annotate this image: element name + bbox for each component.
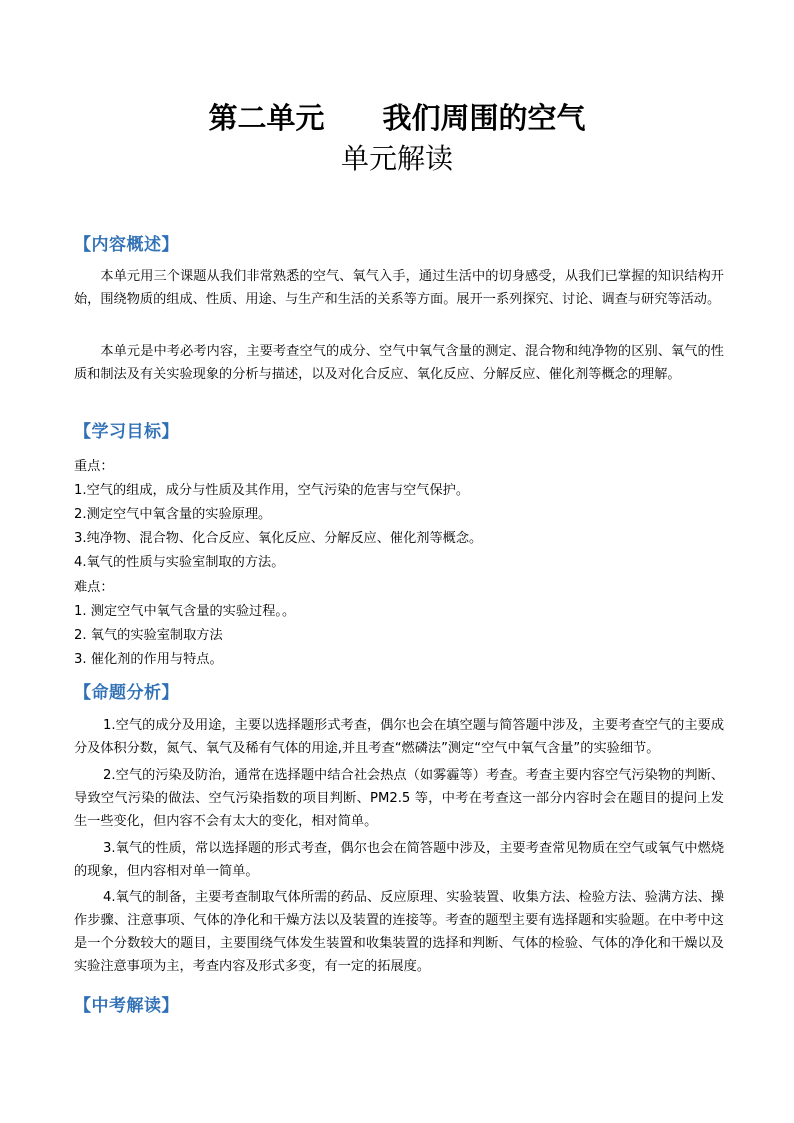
key-point-item: 3.纯净物、混合物、化合反应、氧化反应、分解反应、催化剂等概念。 bbox=[74, 531, 483, 546]
overview-paragraph: 本单元是中考必考内容，主要考查空气的成分、空气中氧气含量的测定、混合物和纯净物的区别、氧气的性质和制法及有关实验现象的分析与描述，以及对化合反应、氧化反应、分解反应、催化剂等概念的理解。 bbox=[74, 344, 724, 382]
analysis-heading: 【命题分析】 bbox=[74, 683, 179, 703]
key-points-label: 重点： bbox=[74, 459, 114, 474]
analysis-paragraph: 4.氧气的制备，主要考查制取气体所需的药品、反应原理、实验装置、收集方法、检验方法、验满方法、操作步骤、注意事项、气体的净化和干燥方法以及装置的连接等。考查的题型主要有选择题和实验题。在中考中这是一个分数较大的题目，主要围绕气体发生装置和收集装置的选择和判断、气体的检验、气体的净化和干燥以及实验注意事项为主，考查内容及形式多变，有一定的拓展度。 bbox=[74, 890, 724, 974]
page-title: 第二单元 我们周围的空气 bbox=[208, 101, 586, 135]
analysis-paragraph: 2.空气的污染及防治，通常在选择题中结合社会热点（如雾霾等）考查。考查主要内容空气污染物的判断、导致空气污染的做法、空气污染指数的项目判断、PM2.5 等，中考在考查这一部分内容时会在题目的提问上发生一些变化，但内容不会有太大的变化，相对简单。 bbox=[74, 768, 724, 829]
overview-paragraph: 本单元用三个课题从我们非常熟悉的空气、氧气入手，通过生活中的切身感受，从我们已掌握的知识结构开始，围绕物质的组成、性质、用途、与生产和生活的关系等方面。展开一系列探究、讨论、调查与研究等活动。 bbox=[74, 269, 724, 307]
key-point-item: 1.空气的组成，成分与性质及其作用，空气污染的危害与空气保护。 bbox=[74, 483, 470, 498]
goals-heading: 【学习目标】 bbox=[74, 422, 179, 442]
overview-heading: 【内容概述】 bbox=[74, 235, 179, 255]
analysis-paragraph: 1.空气的成分及用途，主要以选择题形式考查，偶尔也会在填空题与简答题中涉及，主要考查空气的主要成分及体积分数，氮气、氧气及稀有气体的用途,并且考查“燃磷法”测定“空气中氧气含量”的实验细节。 bbox=[74, 718, 724, 756]
difficult-point-item: 2. 氧气的实验室制取方法 bbox=[74, 628, 223, 643]
difficult-point-item: 3. 催化剂的作用与特点。 bbox=[74, 652, 223, 667]
page-subtitle: 单元解读 bbox=[340, 142, 453, 175]
difficult-points-label: 难点： bbox=[74, 580, 114, 595]
exam-heading: 【中考解读】 bbox=[74, 996, 179, 1016]
key-point-item: 2.测定空气中氧含量的实验原理。 bbox=[74, 507, 272, 522]
difficult-point-item: 1. 测定空气中氧气含量的实验过程。。 bbox=[74, 604, 296, 619]
analysis-paragraph: 3.氧气的性质，常以选择题的形式考查，偶尔也会在简答题中涉及，主要考查常见物质在空气或氧气中燃烧的现象，但内容相对单一简单。 bbox=[74, 841, 724, 879]
key-point-item: 4.氧气的性质与实验室制取的方法。 bbox=[74, 555, 285, 570]
